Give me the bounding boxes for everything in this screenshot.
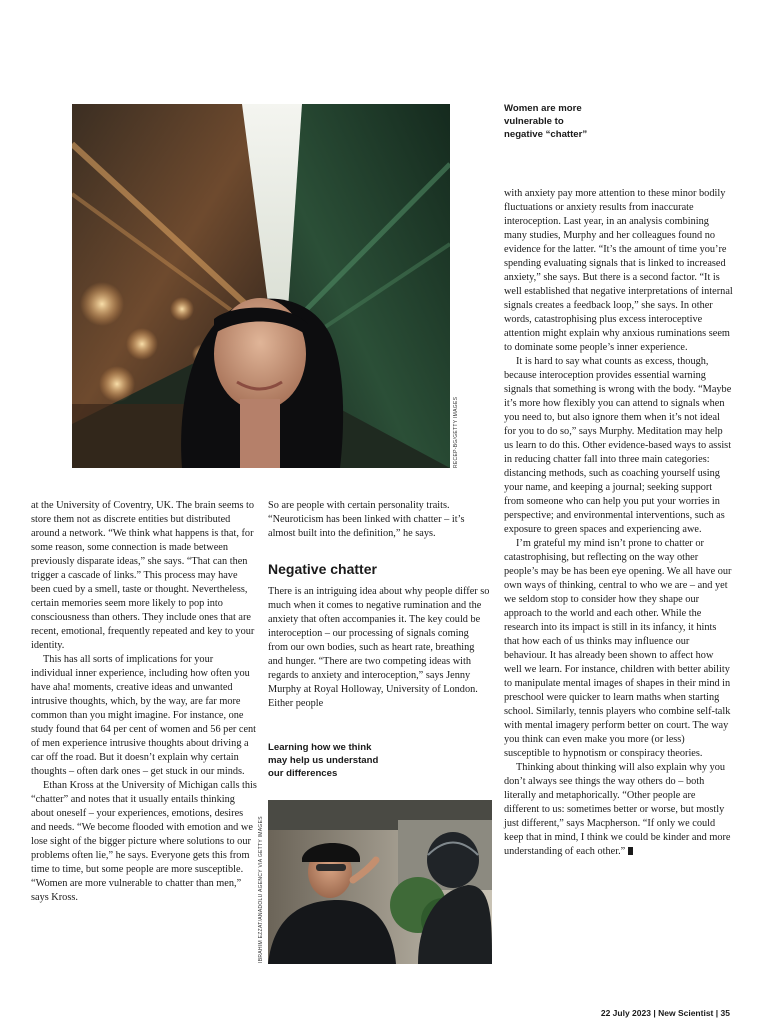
- paragraph: I’m grateful my mind isn’t prone to chatter or catastrophising, but reflecting on the way other people’s may be has been eye opening. We all have our own ways of thinking, central to who we are – and yet we seldom stop to consider how they shape our approach to the world and each other. While the research into its impact is still in its infancy, it hints that how each of us thinks may influence our behaviour. It has already been shown to affect how well we learn. For instance, children with better ability to manipulate mental images of shapes in their mind in preschool were quicker to learn maths when starting school. Similarly, tennis players who combine self-talk with mental imagery perform better on court. The way you think can even make you more (or less) susceptible to hypnotism or conspiracy theories.: [504, 538, 732, 759]
- column-3: [504, 187, 733, 859]
- page-footer: [601, 1008, 730, 1018]
- photo-woman-looking-up: [72, 104, 450, 468]
- paragraph: Ethan Kross at the University of Michigan calls this “chatter” and notes that it usually entails thinking about oneself – your experiences, emotions, desires and needs. “We become flooded with emotion and we lose sight of the bigger picture where solutions to our problems often lie,” he says. Everyone gets this from time to time, but some people are more susceptible. “Women are more vulnerable to chatter than men,” says Kross.: [31, 780, 257, 903]
- photo-protest: [268, 800, 492, 964]
- subheading-negative-chatter: Negative chatter: [268, 561, 377, 577]
- footer-page-number: 35: [720, 1008, 730, 1018]
- column-2-body: [268, 585, 490, 711]
- photo-protest-illustration: [268, 800, 492, 964]
- footer-separator: |: [715, 1008, 719, 1018]
- paragraph: This has all sorts of implications for your individual inner experience, including how often you have aha! moments, creative ideas and unwanted intrusive thoughts, which, by the way, are far more common than you might imagine. For instance, one study found that 64 per cent of women and 56 per cent of men experience intrusive thoughts about driving a car off the road. But it doesn’t explain why certain thoughts – often dark ones – get stuck in our minds.: [31, 654, 257, 777]
- caption-learning: Learning how we think may help us understand our differences: [268, 742, 379, 779]
- paragraph-final: [504, 761, 733, 859]
- column-2-top: [268, 499, 490, 541]
- caption-chatter: Women are more vulnerable to negative “chatter”: [504, 103, 588, 140]
- paragraph: So are people with certain personality traits. “Neuroticism has been linked with chatter – it’s almost built into the definition,” he says.: [268, 500, 465, 539]
- footer-magazine: New Scientist: [658, 1008, 714, 1018]
- end-mark-icon: [628, 847, 633, 855]
- paragraph: at the University of Coventry, UK. The brain seems to store them not as discrete entities but distributed around a network. “We think what happens is that, for some reason, some connection is made between previously disparate ideas,” she says. “That can then trigger a cascade of links.” This process may have been cued by a smell, taste or thought. Nevertheless, certain memories seem more likely to pop into consciousness than others. They include ones that are recent, emotional, frequently repeated and key to your identity.: [31, 500, 255, 651]
- paragraph: There is an intriguing idea about why people differ so much when it comes to negative rumination and the anxiety that often accompanies it. The key could be interoception – our processing of signals coming from our own bodies, such as heart rate, breathing and hunger. “There are two competing ideas with regards to anxiety and interoception,” says Jenny Murphy at Royal Holloway, University of London. Either people: [268, 586, 490, 709]
- paragraph-final-text: Thinking about thinking will also explain why you don’t always see things the way others do – both literally and metaphorically. “Other people are different to us: sometimes better or worse, but mostly just different,” says Macpherson. “If only we could keep that in mind, I think we could be kinder and more understanding of each other.”: [504, 762, 731, 857]
- footer-date: 22 July 2023: [600, 1008, 651, 1018]
- paragraph: It is hard to say what counts as excess, though, because interoception provides essential warning signals that something is wrong with the body. “Maybe it’s more how flexibly you can attend to signals when you need to, but also ignore them when it’s not ideal for you to do so,” says Murphy. Meditation may help us learn to do this. Other evidence-based ways to assist in reducing chatter fall into three main categories: distancing methods, such as coaching yourself using your name, and keeping a journal; seeking support from someone who can help you put your worries in perspective; and environmental interventions, such as exposure to green spaces and experiencing awe.: [504, 356, 732, 535]
- footer-separator: |: [653, 1008, 656, 1018]
- photo-woman-illustration: [72, 104, 450, 468]
- photo-credit-top: RECEP-BG/GETTY IMAGES: [453, 396, 459, 468]
- photo-credit-bottom: IBRAHIM EZZAT/ANADOLU AGENCY VIA GETTY IMAGES: [258, 816, 264, 963]
- column-1: [31, 499, 257, 905]
- paragraph: with anxiety pay more attention to these minor bodily fluctuations or anxiety results from inaccurate interoception. Last year, in an analysis combining many studies, Murphy and her colleagues found no evidence for the latter. “It’s the amount of time you’re spending evaluating signals that is linked to increased anxiety,” she says. But there is a second factor. “It is well established that negative interpretations of internal signals creates a feedback loop,” she says. In other words, catastrophising plus excess interoceptive attention might explain why anxious ruminations seem to dominate some people’s inner experience.: [504, 188, 733, 353]
